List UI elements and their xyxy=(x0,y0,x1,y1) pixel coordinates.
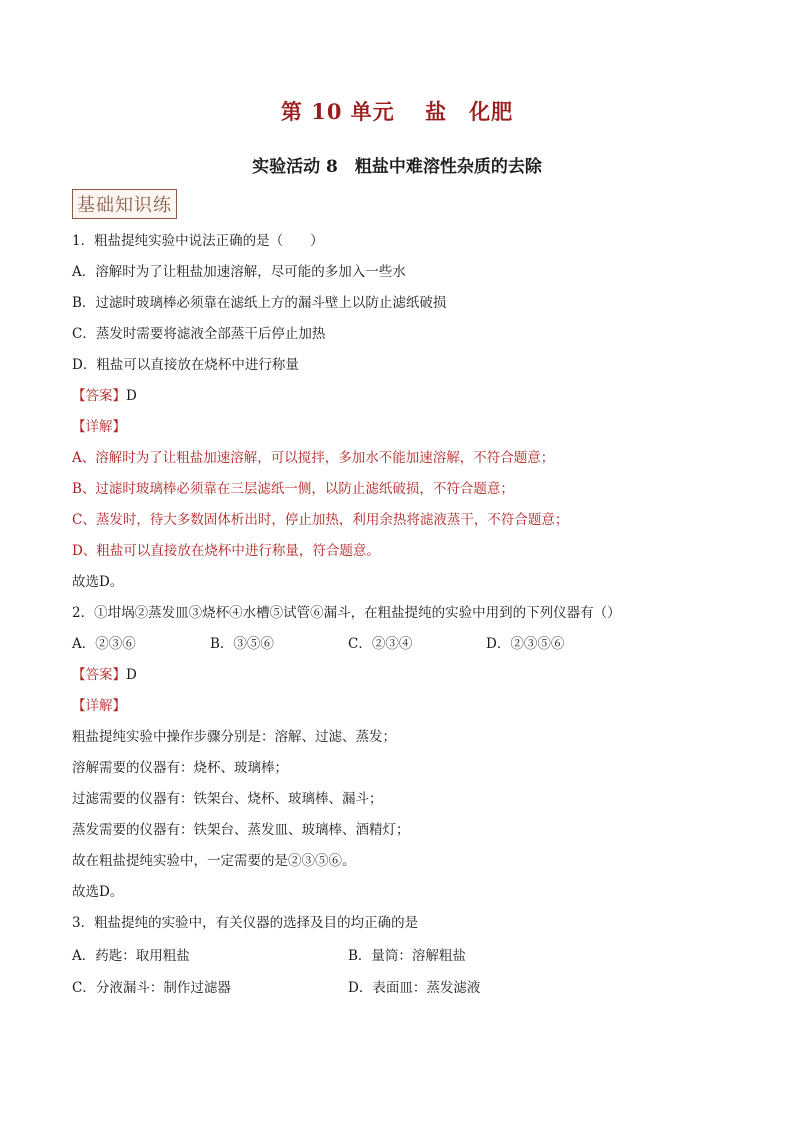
question-2-detail-2: 溶解需要的仪器有：烧杯、玻璃棒； xyxy=(72,760,288,776)
question-1-stem: 1．粗盐提纯实验中说法正确的是（ ） xyxy=(72,233,324,249)
answer-value: D xyxy=(126,667,137,683)
question-2-option-b: B．③⑤⑥ xyxy=(210,636,274,652)
question-2-detail-label: 【详解】 xyxy=(72,698,126,714)
question-2-detail-4: 蒸发需要的仪器有：铁架台、蒸发皿、玻璃棒、酒精灯； xyxy=(72,822,410,838)
question-2-answer xyxy=(72,665,137,685)
question-1-detail-b: B、过滤时玻璃棒必须靠在三层滤纸一侧，以防止滤纸破损，不符合题意； xyxy=(72,481,514,497)
question-2-option-c: C．②③④ xyxy=(348,636,413,652)
section-badge: 基础知识练 xyxy=(72,189,177,219)
question-3-option-d: D．表面皿：蒸发滤液 xyxy=(348,980,481,996)
question-2-detail-3: 过滤需要的仪器有：铁架台、烧杯、玻璃棒、漏斗； xyxy=(72,791,383,807)
answer-label: 【答案】 xyxy=(72,667,126,683)
question-1-answer xyxy=(72,386,137,406)
question-1-detail-label: 【详解】 xyxy=(72,419,126,435)
question-1-detail-c: C、蒸发时，待大多数固体析出时，停止加热，利用余热将滤液蒸干，不符合题意； xyxy=(72,512,569,528)
question-1-conclusion: 故选D。 xyxy=(72,574,124,590)
question-3-stem: 3．粗盐提纯的实验中，有关仪器的选择及目的均正确的是 xyxy=(72,915,419,931)
activity-subtitle: 实验活动 8 粗盐中难溶性杂质的去除 xyxy=(252,157,542,177)
question-2-option-d: D．②③⑤⑥ xyxy=(486,636,565,652)
question-1-option-a: A．溶解时为了让粗盐加速溶解，尽可能的多加入一些水 xyxy=(72,264,406,280)
answer-label: 【答案】 xyxy=(72,388,126,404)
question-3-option-a: A．药匙：取用粗盐 xyxy=(72,948,190,964)
question-2-option-a: A．②③⑥ xyxy=(72,636,136,652)
question-1-detail-a: A、溶解时为了让粗盐加速溶解，可以搅拌，多加水不能加速溶解，不符合题意； xyxy=(72,450,555,466)
question-3-option-c: C．分液漏斗：制作过滤器 xyxy=(72,980,231,996)
answer-value: D xyxy=(126,388,137,404)
question-1-option-d: D．粗盐可以直接放在烧杯中进行称量 xyxy=(72,357,299,373)
question-1-option-b: B．过滤时玻璃棒必须靠在滤纸上方的漏斗壁上以防止滤纸破损 xyxy=(72,295,447,311)
question-1-detail-d: D、粗盐可以直接放在烧杯中进行称量，符合题意。 xyxy=(72,543,380,559)
question-2-conclusion: 故选D。 xyxy=(72,884,124,900)
question-2-detail-5: 故在粗盐提纯实验中，一定需要的是②③⑤⑥。 xyxy=(72,853,356,869)
question-1-option-c: C．蒸发时需要将滤液全部蒸干后停止加热 xyxy=(72,326,326,342)
question-3-option-b: B．量筒：溶解粗盐 xyxy=(348,948,466,964)
unit-title: 第 10 单元 盐 化肥 xyxy=(280,99,514,124)
question-2-stem: 2．①坩埚②蒸发皿③烧杯④水槽⑤试管⑥漏斗，在粗盐提纯的实验中用到的下列仪器有（） xyxy=(72,605,621,621)
question-2-detail-1: 粗盐提纯实验中操作步骤分别是：溶解、过滤、蒸发； xyxy=(72,729,396,745)
